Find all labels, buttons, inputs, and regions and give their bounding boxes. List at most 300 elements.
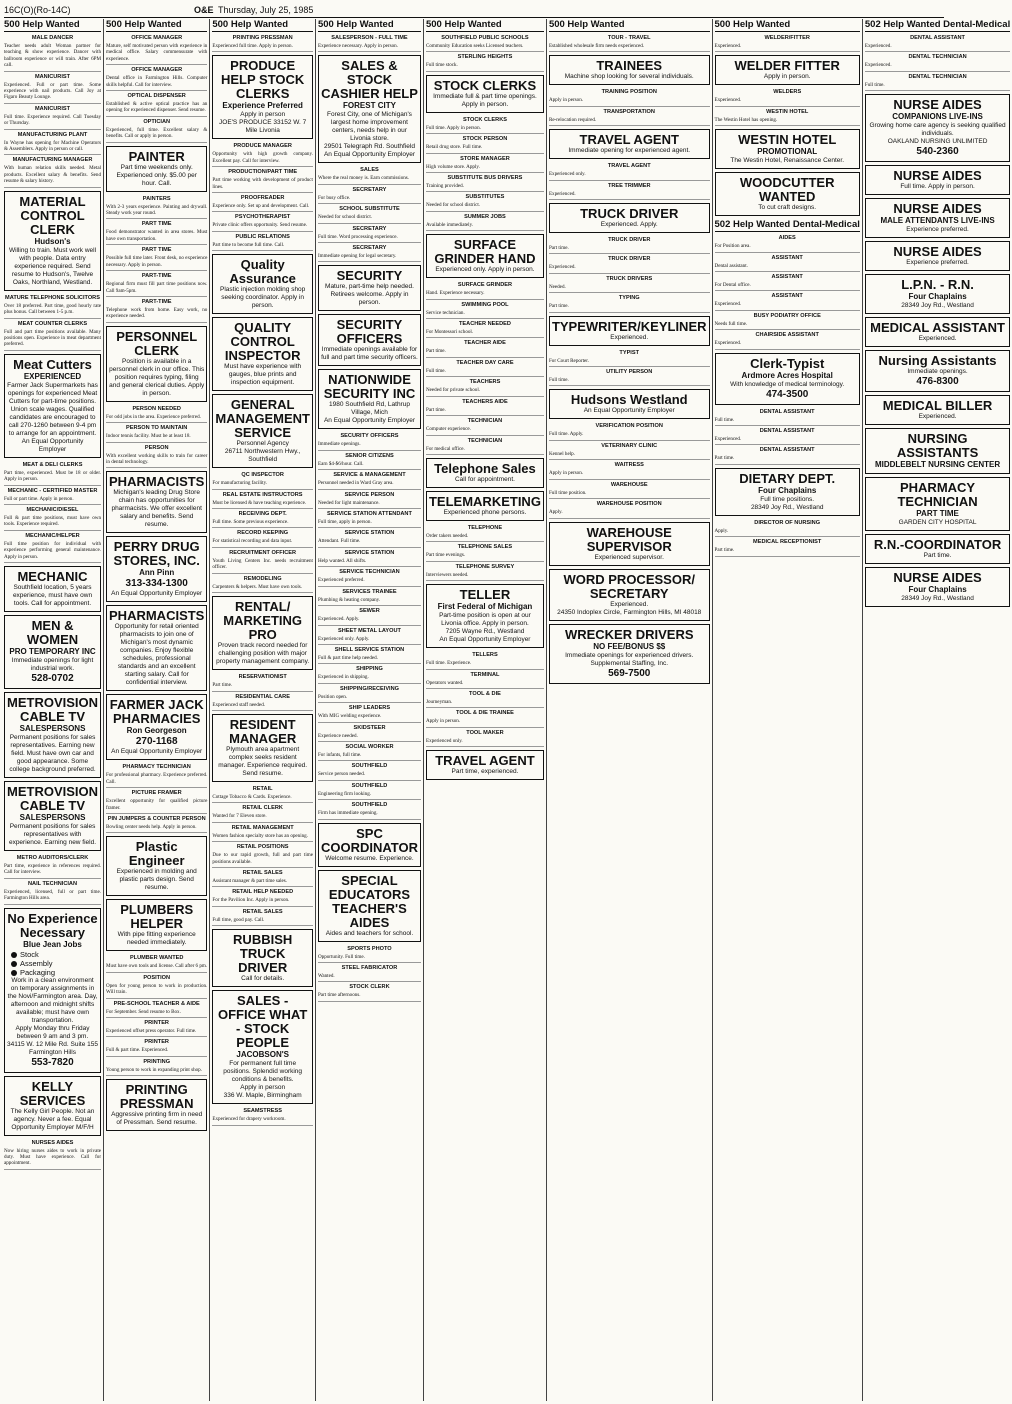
ad-body: Full time. Experience. xyxy=(425,660,472,667)
classified-ad xyxy=(715,408,860,426)
classified-ad xyxy=(106,974,207,999)
display-ad-headline: METROVISION CABLE TV xyxy=(7,694,99,724)
display-ad-address: OAKLAND NURSING UNLIMITED xyxy=(887,138,988,146)
ad-title: PROOFREADER xyxy=(240,195,285,202)
ad-body: Part time evenings. xyxy=(425,552,466,559)
classified-ad xyxy=(715,234,860,252)
ad-body: Possible full time later. Front desk, no experience necessary. Apply in person. xyxy=(106,255,208,268)
ad-body: With excellent working skills to train for career in dental technology. xyxy=(106,452,208,465)
classified-ad xyxy=(212,869,313,887)
display-ad xyxy=(212,254,313,314)
ad-title: PRINTER xyxy=(144,1020,169,1026)
ad-body: Operators wanted. xyxy=(425,679,464,686)
ad-title: TRUCK DRIVER xyxy=(608,237,651,244)
display-ad xyxy=(549,624,710,684)
display-ad-body: The Westin Hotel, Renaissance Center. xyxy=(730,157,845,165)
classified-ad xyxy=(318,471,421,489)
classified-ad xyxy=(106,272,207,297)
display-ad xyxy=(549,389,710,419)
display-ad-address: 28349 Joy Rd., Westland xyxy=(750,503,824,511)
ad-title: DENTAL ASSISTANT xyxy=(759,447,815,454)
classified-ad xyxy=(212,575,313,593)
display-ad-headline: SALES & STOCK CASHIER HELP xyxy=(321,58,418,102)
ad-title: PICTURE FRAMER xyxy=(131,790,182,797)
ad-title: AIDES xyxy=(778,235,796,242)
display-ad-headline: MEDICAL BILLER xyxy=(882,398,993,414)
ad-title: MEDICAL RECEPTIONIST xyxy=(753,539,822,546)
classified-ad xyxy=(106,789,207,814)
display-ad-body: Aides and teachers for school. xyxy=(325,929,414,937)
display-ad-body: Opportunity for retail oriented pharmacists to join one of Michigan's most dynamic companies. Enjoy flexible schedules, professional standards and an excellent starting salary. Call for confidential interview. xyxy=(114,623,199,687)
classified-ad xyxy=(318,34,421,52)
ad-body: Full time. xyxy=(548,377,569,384)
display-ad xyxy=(549,203,710,233)
ad-body: For Dental office. xyxy=(714,282,751,289)
ad-title: PART TIME xyxy=(141,247,172,254)
display-ad xyxy=(318,823,421,867)
ad-body: Full & part time positions, must have own tools. Experience required. xyxy=(4,514,102,528)
display-ad-headline: Hudsons Westland xyxy=(570,392,688,408)
display-ad-headline: PHARMACY TECHNICIAN xyxy=(897,480,978,510)
ad-body: Kennel help. xyxy=(548,450,575,457)
ad-title: MALE DANCER xyxy=(31,35,74,41)
ad-body: Experienced. xyxy=(548,190,576,197)
ad-title: SUBSTITUTES xyxy=(465,194,505,201)
ad-title: SERVICE & MANAGEMENT xyxy=(333,472,406,479)
ad-body: Experienced. xyxy=(714,340,742,347)
display-ad-body: Experienced supervisor. xyxy=(594,553,664,561)
display-ad-body: Position is available in a personnel clerk in our office. This position requires typing, filing and general clerical duties. Apply in person. xyxy=(109,357,205,397)
ad-body: Carpenters & helpers. Must have own tools. xyxy=(212,583,303,590)
classified-ad xyxy=(549,236,710,254)
classified-ad xyxy=(318,588,421,606)
ad-title: REAL ESTATE INSTRUCTORS xyxy=(222,491,303,498)
classified-ad xyxy=(4,854,101,879)
ad-body: Attendant. Full time. xyxy=(317,538,361,545)
ad-body: Teacher needs adult Woman partner for teaching & show experience. Dancer with ballroom experience or will train. After 6PM call. xyxy=(4,43,102,69)
display-ad-headline: NURSE AIDES xyxy=(893,244,982,260)
display-ad-headline: FARMER JACK PHARMACIES xyxy=(109,697,204,727)
display-ad-body: Experienced in molding and plastic parts design. Send resume. xyxy=(116,868,197,892)
display-ad-address: GARDEN CITY HOSPITAL xyxy=(898,519,977,527)
classified-ad xyxy=(212,194,313,212)
classified-ad xyxy=(318,983,421,1001)
ad-body: Earn $4-$6/hour. Call. xyxy=(317,460,364,467)
ad-title: PAINTERS xyxy=(142,195,171,202)
ad-body: Experience only. Set up and development. Call. xyxy=(212,203,310,210)
ad-body: Part time, experienced. Must be 18 or older. Apply in person. xyxy=(4,469,102,483)
ad-body: Needed. xyxy=(548,283,566,290)
ad-title: MANUFACTURING PLANT xyxy=(17,131,88,138)
ad-body: Part time. xyxy=(548,303,569,310)
classified-ad xyxy=(4,294,101,319)
classified-ad xyxy=(212,142,313,167)
ad-body: Full time, good pay. Call. xyxy=(212,916,265,923)
classified-ad xyxy=(106,815,207,833)
display-ad-body: Plymouth area apartment complex seeks resident manager. Experience required. Send resume. xyxy=(218,745,308,777)
ad-body: High volume store. Apply. xyxy=(425,163,480,170)
ad-title: SHIPPING/RECEIVING xyxy=(339,685,399,692)
classified-ad xyxy=(318,491,421,509)
display-ad-body: Aggressive printing firm in need of Pressman. Send resume. xyxy=(111,1111,203,1127)
display-ad-subhead: Four Chaplains xyxy=(908,292,967,302)
display-ad-body: Experienced. xyxy=(918,335,957,343)
ad-title: SCHOOL SUBSTITUTE xyxy=(339,206,400,213)
classified-ad xyxy=(106,1038,207,1056)
display-ad xyxy=(318,265,421,311)
ad-title: WAREHOUSE xyxy=(610,481,648,488)
classified-ad xyxy=(212,471,313,489)
display-ad-address: 24350 Indoplex Circle, Farmington Hills, MI 48018 xyxy=(557,608,702,616)
ad-title: STEEL FABRICATOR xyxy=(341,964,398,971)
ad-body: Assistant manager & part time sales. xyxy=(212,877,288,884)
ad-body: Experienced preferred. xyxy=(317,577,365,584)
classified-ad xyxy=(549,442,710,460)
classified-ad xyxy=(212,549,313,574)
display-ad-headline: Nursing Assistants xyxy=(878,353,997,369)
ad-title: RECRUITMENT OFFICER xyxy=(229,549,297,556)
ad-body: Help wanted. All shifts. xyxy=(317,557,367,564)
bullet-label: Assembly xyxy=(20,958,53,968)
ad-body: In Wayne has opening for Machine Operators & Assemblers. Apply in person or call. xyxy=(4,139,102,153)
display-ad-headline: WAREHOUSE SUPERVISOR xyxy=(586,524,672,554)
classified-ad xyxy=(4,156,101,187)
ad-body: Excellent opportunity for qualified picture framer. xyxy=(106,798,208,811)
classified-ad xyxy=(715,331,860,349)
ad-body: Dental assistant. xyxy=(714,262,748,269)
ad-body: Women fashion specialty store has an opening. xyxy=(212,832,308,839)
ad-title: SECRETARY xyxy=(352,245,387,252)
ad-title: PRE-SCHOOL TEACHER & AIDE xyxy=(113,1000,200,1007)
ad-title: OPTICAL DISPENSER xyxy=(127,93,186,100)
ad-body: Experience necessary. Apply in person. xyxy=(317,43,398,49)
ad-body: Full time. Apply in person. xyxy=(425,124,481,131)
classified-ad xyxy=(426,320,544,338)
classified-column xyxy=(318,19,424,1401)
ad-title: SWIMMING POOL xyxy=(461,301,509,308)
ad-title: WESTIN HOTEL xyxy=(766,108,809,115)
display-ad-headline: METROVISION CABLE TV xyxy=(7,783,99,813)
display-ad xyxy=(212,55,313,139)
classified-ad xyxy=(318,762,421,780)
ad-body: Experienced. Apply. xyxy=(317,616,360,623)
ad-title: WAITRESS xyxy=(614,462,644,469)
ad-body: Mature, self motivated person with experience in medical office. Salary commensurate with experience. xyxy=(106,43,208,62)
ad-title: TRUCK DRIVER xyxy=(608,256,651,263)
ad-body: For Position area. xyxy=(714,243,751,250)
display-ad-subhead: Ann Pinn xyxy=(139,568,175,578)
display-ad-body: Forest City, one of Michigan's largest home improvement centers, needs help in our Livonia store. xyxy=(327,111,412,143)
display-ad-headline: WRECKER DRIVERS xyxy=(564,626,694,642)
ad-body: For professional pharmacy. Experience preferred. Call. xyxy=(106,772,208,785)
display-ad-phone: 474-3500 xyxy=(766,388,809,400)
classified-ad xyxy=(212,785,313,803)
ad-body: Immediate opening for legal secretary. xyxy=(317,253,397,260)
ad-title: TRAINING POSITION xyxy=(601,89,657,96)
display-ad-body: Part time weekends only. Experienced only. $5.00 per hour. Call. xyxy=(116,163,197,187)
masthead xyxy=(4,3,944,18)
display-ad-body: Plastic injection molding shop seeking coordinator. Apply in person. xyxy=(220,286,306,310)
ad-body: Position open. xyxy=(317,693,348,700)
classified-ad xyxy=(715,34,860,52)
ad-title: SOUTHFIELD xyxy=(351,763,388,770)
display-ad-phone: 313-334-1300 xyxy=(125,578,188,590)
display-ad-subhead: Ron Georgeson xyxy=(126,726,187,736)
display-ad-headline: NURSING ASSISTANTS xyxy=(896,431,979,461)
ad-title: TOOL & DIE xyxy=(469,690,501,697)
display-ad-body: Part time, experienced. xyxy=(451,768,519,776)
display-ad xyxy=(549,569,710,621)
ad-body: Dental office in Farmington Hills. Computer skills helpful. Call for interview. xyxy=(106,75,208,88)
classified-ad xyxy=(549,422,710,440)
display-ad-body: Experience preferred. xyxy=(906,259,969,267)
bullet-icon xyxy=(11,952,17,958)
ad-title: TOOL & DIE TRAINEE xyxy=(456,710,514,717)
ad-body: Retail drug store. Full time. xyxy=(425,144,483,151)
display-ad-subhead: SALESPERSONS xyxy=(19,723,86,733)
display-ad xyxy=(4,354,101,458)
ad-title: STOCK PERSON xyxy=(462,136,508,143)
ad-body: Full time. xyxy=(425,367,446,374)
ad-title: SERVICE TECHNICIAN xyxy=(339,569,400,576)
display-ad-body: Experienced. xyxy=(610,600,649,608)
display-ad-headline: PLUMBERS HELPER xyxy=(120,902,194,932)
classified-ad xyxy=(212,804,313,822)
display-ad-subhead: PROMOTIONAL xyxy=(757,147,818,157)
ad-body: Apply in person. xyxy=(548,470,584,477)
display-ad-subhead: SALESPERSONS xyxy=(19,812,86,822)
classified-ad xyxy=(212,673,313,691)
ad-title: TYPING xyxy=(618,295,640,302)
ad-title: RETAIL MANAGEMENT xyxy=(231,824,294,831)
display-ad-phone: 528-0702 xyxy=(31,672,74,684)
ad-body: Part time, experience in references required. Call for interview. xyxy=(4,862,102,876)
display-ad-subhead: Hudson's xyxy=(34,236,71,246)
display-ad-body: Experienced. Apply. xyxy=(600,221,658,229)
classified-ad xyxy=(106,424,207,442)
ad-title: NURSES AIDES xyxy=(31,1139,74,1146)
ad-title: ASSISTANT xyxy=(771,254,803,261)
ad-title: TRAVEL AGENT xyxy=(607,163,651,170)
display-ad-body: Apply in person. xyxy=(763,73,811,81)
classified-ad xyxy=(715,312,860,330)
ad-body: Established & active optical practice has an opening for experienced dispenser. Send resume. xyxy=(106,101,208,114)
display-ad-phone: 270-1168 xyxy=(135,736,178,748)
display-ad xyxy=(715,55,860,85)
display-ad xyxy=(4,191,101,291)
section-heading: 500 Help Wanted xyxy=(426,19,544,32)
ad-body: Journeyman. xyxy=(425,698,453,705)
bullet-label: Stock xyxy=(20,949,39,959)
ad-body: Full & part time. Experienced. xyxy=(106,1047,169,1054)
section-heading: 500 Help Wanted xyxy=(106,19,207,32)
ad-title: SOUTHFIELD PUBLIC SCHOOLS xyxy=(441,35,529,41)
ad-body: Indoor tennis facility. Must be at least 18. xyxy=(106,433,191,440)
display-ad-headline: MEN & WOMEN xyxy=(26,617,79,647)
display-ad xyxy=(318,870,421,942)
ad-title: TEACHER DAY CARE xyxy=(456,359,514,366)
ad-title: PART-TIME xyxy=(141,273,172,280)
ad-body: Must be licensed & have teaching experience. xyxy=(212,499,307,506)
section-heading: 500 Help Wanted xyxy=(715,19,860,32)
display-ad xyxy=(426,584,544,648)
bullet-item xyxy=(7,959,98,968)
classified-ad xyxy=(426,378,544,396)
classified-column xyxy=(865,19,1012,1401)
display-ad-headline: NURSE AIDES xyxy=(893,168,982,184)
ad-body: For statistical recording and data input. xyxy=(212,538,293,545)
classified-ad xyxy=(318,432,421,450)
ad-title: RETAIL SALES xyxy=(242,908,283,915)
ad-body: For odd jobs in the area. Experience preferred. xyxy=(106,413,201,420)
display-ad-address: 7205 Wayne Rd., Westland xyxy=(445,628,525,636)
classified-ad xyxy=(4,1139,101,1170)
ad-body: For infants, full time. xyxy=(317,751,362,758)
ad-title: SECRETARY xyxy=(352,186,387,193)
ad-title: VERIFICATION POSITION xyxy=(595,423,663,430)
ad-title: DIRECTOR OF NURSING xyxy=(754,519,821,526)
ad-body: Wanted for 7 Eleven store. xyxy=(212,813,267,820)
display-ad-phone: 540-2360 xyxy=(916,146,959,158)
display-ad xyxy=(212,596,313,670)
display-ad-headline: TRAVEL AGENT xyxy=(435,753,535,769)
classified-ad xyxy=(426,116,544,134)
classified-ad xyxy=(426,690,544,708)
classified-ad xyxy=(212,233,313,251)
display-ad xyxy=(426,75,544,113)
ad-title: TECHNICIAN xyxy=(467,437,503,444)
ad-body: Part time afternoons. xyxy=(317,992,361,999)
ad-body: Plumbing & heating company. xyxy=(317,596,381,603)
classified-ad xyxy=(106,298,207,323)
ad-title: RECORD KEEPING xyxy=(237,530,289,537)
classified-ad xyxy=(426,53,544,71)
ad-body: Needed for school district. xyxy=(425,202,481,209)
ad-title: DENTAL ASSISTANT xyxy=(759,428,815,435)
classified-ad xyxy=(212,824,313,842)
ad-title: ASSISTANT xyxy=(771,293,803,300)
display-ad xyxy=(865,534,1010,564)
ad-body: Must have own tools and license. Call after 6 pm. xyxy=(106,963,208,970)
ad-title: PHARMACY TECHNICIAN xyxy=(122,764,191,771)
classified-ad xyxy=(549,368,710,386)
ad-title: TEACHERS xyxy=(469,379,501,386)
display-ad-headline: NURSE AIDES xyxy=(893,570,982,586)
classified-ad xyxy=(318,225,421,243)
ad-title: MECHANIC/DIESEL xyxy=(26,506,79,513)
display-ad-body: Call for details. xyxy=(241,975,285,983)
ad-title: MATURE TELEPHONE SOLICITORS xyxy=(5,294,100,301)
classified-ad xyxy=(106,1000,207,1018)
ad-body: Opportunity with high growth company. Excellent pay. Call for interview. xyxy=(212,151,313,164)
display-ad xyxy=(715,353,860,405)
section-heading: 500 Help Wanted xyxy=(549,19,710,32)
ad-title: TELLERS xyxy=(472,652,498,659)
ad-title: STERLING HEIGHTS xyxy=(457,54,513,61)
classified-ad xyxy=(4,320,101,351)
ad-title: SALES xyxy=(360,167,379,174)
ad-title: MEAT COUNTER CLERKS xyxy=(17,320,88,327)
display-ad-body: Immediate openings for experienced drivers. xyxy=(565,651,694,659)
ad-title: SOCIAL WORKER xyxy=(345,743,394,750)
ad-body: Apply. xyxy=(714,527,729,534)
classified-ad xyxy=(106,246,207,271)
display-ad-body: Immediate full & part time openings. Apply in person. xyxy=(433,92,537,108)
classified-ad xyxy=(426,671,544,689)
classified-ad xyxy=(106,1058,207,1076)
ad-body: With 2-3 years experience. Painting and drywall. Steady work year round. xyxy=(106,203,208,217)
display-ad-headline: PERRY DRUG STORES, INC. xyxy=(113,539,200,569)
ad-body: With human relation skills needed. Metal products. Excellent salary & benefits. Send resume & salary history. xyxy=(4,165,102,185)
ad-title: WELDER/FITTER xyxy=(764,35,810,41)
ad-body: Service technician. xyxy=(425,309,465,316)
classified-ad xyxy=(212,908,313,926)
display-ad-body: For permanent full time positions. Splendid working conditions & benefits. xyxy=(223,1060,303,1084)
ad-body: Young person to work in expanding print shop. xyxy=(106,1066,202,1073)
ad-title: TRANSPORTATION xyxy=(603,108,655,115)
classified-ad xyxy=(715,88,860,106)
display-ad-headline: TELEMARKETING xyxy=(428,493,541,509)
display-ad-headline: TRAVEL AGENT xyxy=(579,132,679,148)
classified-ad xyxy=(426,709,544,727)
classified-ad xyxy=(426,339,544,357)
ad-body: Firm has immediate opening. xyxy=(317,810,378,817)
display-ad-eeo: An Equal Opportunity Employer xyxy=(21,437,84,453)
display-ad xyxy=(426,234,544,278)
ad-title: STOCK CLERKS xyxy=(462,116,507,123)
classified-ad xyxy=(426,651,544,669)
display-ad-address: Supplemental Staffing, Inc. xyxy=(590,659,669,667)
display-ad-apply: Apply in person xyxy=(240,1084,286,1092)
ad-body: Needed for private school. xyxy=(425,387,481,394)
display-ad-body: Personnel Agency xyxy=(236,440,289,448)
classified-ad xyxy=(318,646,421,664)
display-ad-eeo: An Equal Opportunity Employer xyxy=(323,151,415,159)
classified-ad xyxy=(549,349,710,367)
ad-title: TECHNICIAN xyxy=(467,418,503,425)
ad-title: RETAIL xyxy=(252,785,273,792)
ad-title: PLUMBER WANTED xyxy=(129,955,184,962)
display-ad xyxy=(426,750,544,780)
ad-body: Experience needed. xyxy=(317,732,358,739)
ad-body: Experienced staff needed. xyxy=(212,701,266,708)
display-ad-body: Work in a clean environment on temporary assignments in the Novi/Farmington area. Day, afternoon and midnight shifts available; must have own transportation. xyxy=(7,976,98,1024)
display-ad-headline: KELLY SERVICES xyxy=(19,1078,86,1108)
ad-body: Full time. Word processing experience. xyxy=(317,233,398,240)
display-ad-subhead: Four Chaplains xyxy=(908,585,967,595)
publication-name: O&E xyxy=(194,5,214,15)
display-ad xyxy=(865,198,1010,238)
classified-ad xyxy=(106,195,207,220)
ad-title: TRUCK DRIVERS xyxy=(606,275,653,282)
ad-body: Engineering firm looking. xyxy=(317,790,372,797)
display-ad xyxy=(549,316,710,346)
section-heading: 500 Help Wanted xyxy=(318,19,421,32)
display-ad-headline: PRINTING PRESSMAN xyxy=(119,1082,194,1112)
display-ad-headline: SALES - OFFICE WHAT - STOCK PEOPLE xyxy=(218,993,308,1051)
ad-title: SOUTHFIELD xyxy=(351,782,388,789)
classified-ad xyxy=(426,174,544,192)
ad-title: SERVICES TRAINEE xyxy=(342,588,397,595)
display-ad-subhead: MALE ATTENDANTS LIVE-INS xyxy=(880,216,995,226)
display-ad-headline: NURSE AIDES xyxy=(893,201,982,217)
ad-title: REMODELING xyxy=(243,575,282,582)
ad-body: Part time. xyxy=(212,682,233,689)
ad-title: RESIDENTIAL CARE xyxy=(235,693,290,700)
ad-title: SPORTS PHOTO xyxy=(347,945,392,952)
display-ad xyxy=(106,326,207,402)
ad-body: Needed for school district. xyxy=(317,214,373,221)
